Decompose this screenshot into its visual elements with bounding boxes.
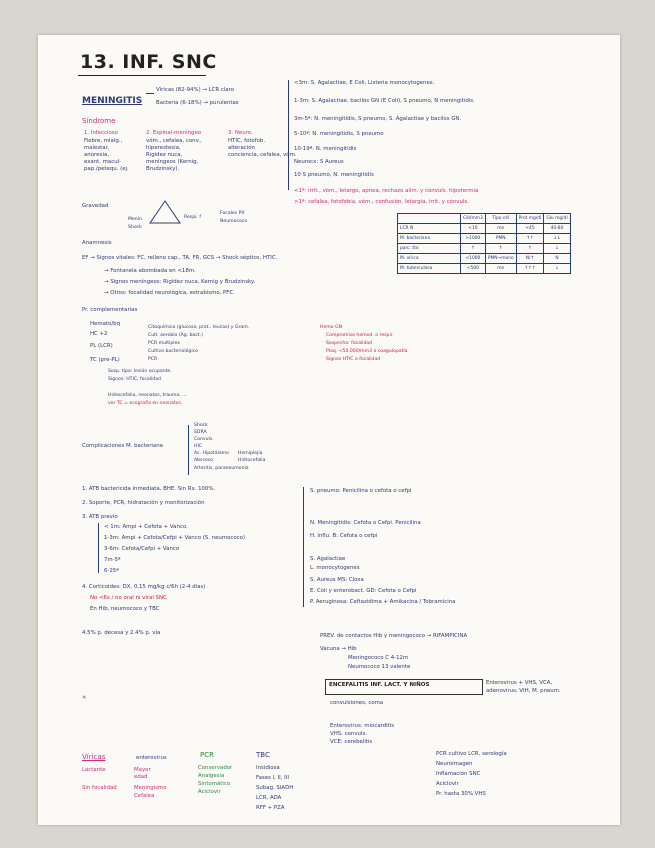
syndrome-title: 2. Espinal-meníngeo <box>146 130 202 136</box>
prev-title: PREV. de contactos Hib y meningococo → RIFAMPICINA <box>320 633 468 639</box>
table-cell <box>398 214 461 224</box>
pc-note: PCR multiplex <box>148 341 181 346</box>
org-line: E. Coli y enterobact. GD: Cefota o Cefpi <box>310 588 417 594</box>
syndrome-title: 3. Neuro. <box>228 130 253 136</box>
tto-brace <box>98 523 99 573</box>
table-cell: mn <box>485 264 516 274</box>
compl-item: Convuls. <box>194 437 214 442</box>
age-line: Neurocx: S Aureus <box>294 159 344 165</box>
pc-note: PCR <box>148 357 158 362</box>
pc-item: PL (LCR) <box>90 343 113 349</box>
syndrome-line: meníngeos (Kernig, <box>146 159 199 165</box>
tto-line: 3-6m: Cefota/Cefpi + Vanco <box>104 546 180 552</box>
pc-note: Signos: HTIC, focalidad <box>108 377 161 382</box>
age-line: 10 S pneumo, N. meningitidis <box>294 172 374 178</box>
table-row <box>398 264 571 274</box>
right-note: Aciclovir <box>436 781 459 787</box>
syndrome-line: malestar, <box>84 145 110 151</box>
compl-item: HIC <box>194 444 203 449</box>
table-cell: ↓ <box>544 264 570 274</box>
tbc-line: Subag. SIADH <box>256 785 294 791</box>
pc-item: HC +2 <box>90 331 108 337</box>
hemo-note: Plaq. <50.000/mm3 o coagulopatía <box>326 349 408 354</box>
tto-line: No <6s / no oral ni viral SNC <box>90 595 167 601</box>
viricas-line: Mayor <box>134 767 151 773</box>
enc-line: convulsiones, coma <box>330 700 384 706</box>
hemo-note: Compromiso hemod. o respir. <box>326 333 394 338</box>
table-row <box>398 234 571 244</box>
table-row <box>398 224 571 234</box>
step-ef: EF → Signos vitales: FC, relleno cap., TA, FR, GCS → Shock séptico, HTIC. <box>82 255 278 261</box>
table-cell: ↓↓ <box>544 234 570 244</box>
table-cell: ↑ <box>485 244 516 254</box>
age-line: 1-3m: S. Agalactiae, bacilos GN (E Coli), S pneumo, N meningitidis. <box>294 98 475 104</box>
step-anamnesis: Anamnesis <box>82 240 112 246</box>
table-header: Cél/mm3 <box>461 214 486 224</box>
table-cell: >1000 <box>461 234 486 244</box>
compl-item: Ac. Hipotálamo <box>194 451 229 456</box>
table-cell: <45 <box>516 224 544 234</box>
syndrome-title: 1. Infeccioso <box>84 130 118 136</box>
lab-note: ✕ <box>82 695 87 701</box>
syndrome-line: conciencia, cefalea, vóm. <box>228 152 297 158</box>
brace-line <box>146 93 154 94</box>
pc-item: TC (pre-PL) <box>90 357 120 363</box>
table-cell: ↑↑↑ <box>516 264 544 274</box>
enc-line: Enterovirus: miocarditis <box>330 723 395 729</box>
table-cell: ↑ <box>461 244 486 254</box>
tbc-line: Fases I, II, III <box>256 775 289 781</box>
table-cell: PMN <box>485 234 516 244</box>
table-cell: LCR N <box>398 224 461 234</box>
compl-item: Hidrocefalia <box>238 458 266 463</box>
viricas-line: edad <box>134 774 148 780</box>
bacteria-line: Bacteria (6-18%) → purulentas <box>156 100 239 106</box>
notes-sheet <box>38 35 620 825</box>
pc-item: Hemato/bq <box>90 321 120 327</box>
hemo-note: Signos HTIC o focalidad <box>326 357 381 362</box>
syndrome-line: Brudzinsky). <box>146 166 180 172</box>
syndrome-line: pap./petequ. (ej. <box>84 166 129 172</box>
right-note: Inflamación SNC <box>436 771 481 777</box>
tto-line: 4. Corticoides: DX, 0,15 mg/kg c/6h (2-4 días) <box>82 584 206 590</box>
age-line: 3m-5ª: N. meningitidis, S pneumo, S. Agalactiae y bacilos GN. <box>294 116 462 122</box>
table-cell: <10 <box>461 224 486 234</box>
table-row <box>398 214 571 224</box>
org-line: H. influ. B: Cefota o cefpi <box>310 533 378 539</box>
prev-line: Neumococo 13 valente <box>348 664 411 670</box>
pc-note: Hidrocefalia, neonatos, trauma, ... <box>108 393 187 398</box>
viricas-line: Sin focalidad <box>82 785 117 791</box>
age-line: 5-10ª: N. meningitidis, S pneumo <box>294 131 384 137</box>
step-sub: → Fontanela abombada en <18m. <box>104 268 196 274</box>
table-cell: M. vírica <box>398 254 461 264</box>
table-header: Tipo cél <box>485 214 516 224</box>
table-cell: 40-80 <box>544 224 570 234</box>
gravedad-label: Gravedad <box>82 203 109 209</box>
viricas-line: Meningismo <box>134 785 167 791</box>
table-cell: <500 <box>461 264 486 274</box>
table-cell: ↑ <box>516 244 544 254</box>
syndrome-line: Rigidez nuca, <box>146 152 183 158</box>
tbc-line: RFF + PZA <box>256 805 285 811</box>
pron-line: 4.5% p. decesa y 2.4% p. vía <box>82 630 161 636</box>
table-cell: M. bacteriana <box>398 234 461 244</box>
prev-line: Meningococo C 4-12m <box>348 655 409 661</box>
compl-item: Shock <box>194 423 208 428</box>
pc-heading: Pr. complementarias <box>82 307 138 313</box>
tto-line: En Hib, neumococo y TBC <box>90 606 160 612</box>
org-brace <box>303 487 304 607</box>
sindrome-heading: Síndrome <box>82 117 116 125</box>
grav-node: Menin. <box>128 217 144 222</box>
org-line: N. Meningitidis: Cefota o Cefpi. Penicilina <box>310 520 421 526</box>
org-line: S. Aureus MS: Cloxa <box>310 577 364 583</box>
table-header: Glu mg/dl <box>544 214 570 224</box>
pcr-box-title: PCR <box>200 751 214 759</box>
age-line: <3m: S. Agalactiae, E Coli, Listeria monocytogenes. <box>294 80 435 86</box>
step-sub: → Otros: focalidad neurológica, estrabismo, PFC. <box>104 290 235 296</box>
table-header: Prot mg/dl <box>516 214 544 224</box>
viricas-line: Cefalea <box>134 793 155 799</box>
ages-brace <box>288 80 289 190</box>
pc-note: Cult. aerobio (Ag. bact.) <box>148 333 203 338</box>
syndrome-line: vóm., cefalea, conv., <box>146 138 202 144</box>
syndrome-line: HTIC, fotofob. <box>228 138 266 144</box>
syndrome-line: exant. macul- <box>84 159 122 165</box>
compl-brace <box>188 425 189 475</box>
pcr-line: Aciclovir <box>198 789 221 795</box>
lcr-table <box>397 213 571 274</box>
grav-node: Neumococo <box>220 219 248 224</box>
tto-line: 6-25ª <box>104 568 119 574</box>
pc-note: Sosp. tipo: lesión ocupante. <box>108 369 172 374</box>
table-row <box>398 254 571 264</box>
syndrome-line: hiperestesia, <box>146 145 181 151</box>
table-cell: <1000 <box>461 254 486 264</box>
pcr-line: Analgesia <box>198 773 225 779</box>
table-cell: ↑↑ <box>516 234 544 244</box>
table-cell: parc. tto <box>398 244 461 254</box>
grav-node: Focales PX <box>220 211 245 216</box>
org-line: S. Agalactiae <box>310 556 346 562</box>
pc-note: ver TC = ecografía en neonatos. <box>108 401 183 406</box>
org-line: L. monocytogenes <box>310 565 360 571</box>
tto-line: < 1m: Ampi + Cefota + Vanco. <box>104 524 188 530</box>
step-sub: → Signos meníngeos: Rigidez nuca, Kernig y Brudzinsky. <box>104 279 256 285</box>
table-cell: mn <box>485 224 516 234</box>
org-line: S. pneumo: Penicilina o cefota o cefpi <box>310 488 412 494</box>
enc-line: adenovirus, VIH, M. pneum. <box>486 688 561 694</box>
pcr-line: Conservador <box>198 765 233 771</box>
tto-line: 1-3m: Ampi + Cefota/Cefpi + Vanco (S. neumococo) <box>104 535 245 541</box>
hemo-note: Hemo GN <box>320 325 343 330</box>
grav-node: Respi. f <box>184 215 201 220</box>
pc-note: Cultivo bacteriológico <box>148 349 198 354</box>
page-title: 13. INF. SNC <box>80 51 217 73</box>
tto-line: 2. Soporte, PCR, hidratación y monitorización <box>82 500 205 506</box>
pc-note: Citoquímico (glucosa, prot., leucos) y Gram. <box>148 325 250 330</box>
compl-item: SDRA <box>194 430 207 435</box>
syndrome-line: Fiebre, mialg., <box>84 138 123 144</box>
enc-line: VHS: convuls. <box>330 731 367 737</box>
viricas-line: Víricas (82-94%) → LCR claro <box>156 87 235 93</box>
tbc-box-title: TBC <box>256 751 270 759</box>
title-underline <box>78 75 206 76</box>
enc-line: Enterovirus + VHS, VCA, <box>486 680 553 686</box>
table-row <box>398 244 571 254</box>
tto-line: 3. ATB previo <box>82 514 118 520</box>
syndrome-line: alteración <box>228 145 255 151</box>
encefalitis-title: ENCEFALITIS INF. LACT. Y NIÑOS <box>329 682 430 688</box>
right-note: Neuroimagen <box>436 761 473 767</box>
table-cell: PMN→mono <box>485 254 516 264</box>
tbc-line: Insidiosa <box>256 765 280 771</box>
compl-item: Hemiplejia <box>238 451 263 456</box>
enc-line: VCE: cerebelitis <box>330 739 373 745</box>
grav-node: Shock <box>128 225 142 230</box>
sign-line: <1ª: irrit., vóm., letargo, apnea, rechazo alim. y convuls. hipotermia <box>294 188 479 194</box>
age-line: 10-19ª: N. meningitidis <box>294 146 357 152</box>
tto-line: 7m-5ª <box>104 557 121 563</box>
viricas-line: Lactante <box>82 767 106 773</box>
viricas-box-sub: enterovirus <box>136 755 167 761</box>
table-cell: N <box>544 254 570 264</box>
pcr-line: Sintomático <box>198 781 231 787</box>
compl-item: Absceso <box>194 458 214 463</box>
right-note: Pr. hasta 30% VHS <box>436 791 486 797</box>
tto-line: 1. ATB bactericida inmediata, BHE. Sin Rx. 100%. <box>82 486 216 492</box>
right-note: PCR cultivo LCR, serología <box>436 751 507 757</box>
viricas-box-title: Víricas <box>82 753 106 761</box>
syndrome-line: anorexia, <box>84 152 110 158</box>
table-cell: M. tuberculosa <box>398 264 461 274</box>
sign-line: >1ª: cefalea, fotofobia, vóm., confusión, letargia, irrit. y convuls. <box>294 199 469 205</box>
tbc-line: LCR, ADA <box>256 795 282 801</box>
compl-label: Complicaciones M. bacteriana <box>82 443 163 449</box>
table-cell: N/↑ <box>516 254 544 264</box>
meningitis-heading: MENINGITIS <box>82 96 143 106</box>
compl-item: Arteritis, paraneumonía <box>194 466 249 471</box>
org-line: P. Aeruginosa: Ceftazidima + Amikacina / Tobramicina <box>310 599 456 605</box>
table-cell: ↓ <box>544 244 570 254</box>
prev-line: Vacuna → Hib <box>320 646 357 652</box>
hemo-note: Sospecha: focalidad <box>326 341 373 346</box>
